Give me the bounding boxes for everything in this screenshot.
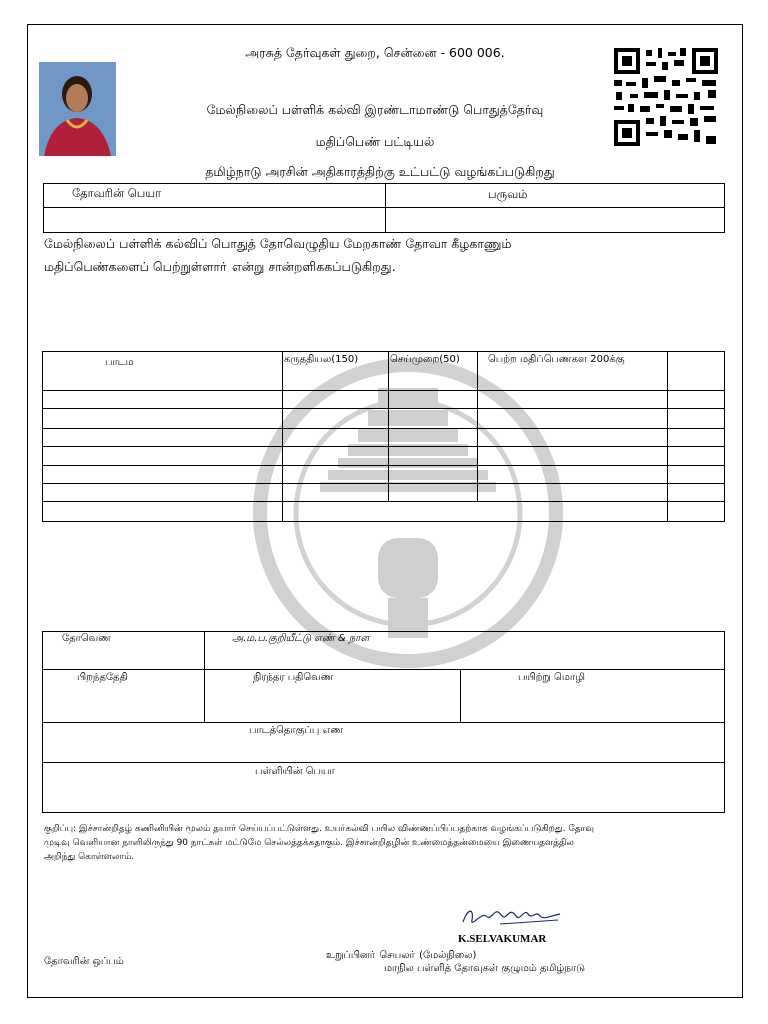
obtained-header: பெற்ற மதிப்பெணகள 200க்கு	[488, 354, 625, 365]
certification-line-1: மேல்நிலைப் பள்ளிக் கல்விப் பொதுத் தோவெழுதிய மேறகாண் தோவா கீழகாணும்	[44, 236, 512, 251]
signatory-name: K.SELVAKUMAR	[458, 933, 547, 945]
signatory-org: மாநில பள்ளித் தோவுகள் குழுமம் தமிழ்நாடு	[384, 963, 586, 974]
theory-header: கருததியல(150)	[284, 354, 359, 365]
note-line-2: முடிவு வெளியான நாளிலிருந்து 90 நாட்கள் மட்டுமே செல்லத்தக்கதாகும். இச்சான்றிதழின் உண்மைத்தன்மையை இணையதளத்தில	[44, 838, 574, 848]
marks-table	[42, 351, 725, 522]
signature-mark	[460, 902, 565, 930]
dob-label: பிறந்ததேதி	[77, 672, 128, 683]
medium-label: பயிற்று மொழி	[518, 672, 585, 683]
exam-title: மேல்நிலைப் பள்ளிக் கல்வி இரண்டாமாண்டு பொதுத்தேர்வு	[206, 102, 544, 117]
candidate-sign-label: தோவரின் ஒப்பம்	[44, 956, 124, 967]
school-name-label: பள்ளியின் பெயா	[255, 766, 335, 777]
practical-header: செய்முறை(50)	[390, 354, 460, 365]
register-no-label: தோவெண	[62, 633, 111, 644]
subject-header: பாடம	[105, 357, 134, 368]
note-line-1: குறிப்பு: இச்சான்றிதழ் கணினியின் மூலம் தயார் செய்யப்பட்டுள்ளது. உயர்கல்வி பயில விண்ணப்பிப்பதற்காக வழங்கப்படுகிறது. தோவு	[44, 824, 594, 834]
note-line-3: அறிந்து கொள்ளலாம்.	[44, 852, 135, 862]
group-code-label: பாடத்தொகுப்பு எண	[249, 725, 344, 736]
session-label: பருவம்	[488, 187, 528, 201]
authority-line: தமிழ்நாடு அரசின் அதிகாரத்திற்கு உட்பட்டு வழங்கப்படுகிறது	[205, 164, 555, 179]
document-title: மதிப்பெண் பட்டியல்	[315, 134, 435, 149]
qr-code	[612, 46, 720, 148]
department-line: அரசுத் தேர்வுகள் துறை, சென்னை - 600 006.	[245, 45, 505, 60]
signatory-role: உறுப்பினா் செயலா் (மேல்நிலை)	[326, 950, 477, 961]
certification-line-2: மதிப்பெண்களைப் பெற்றுள்ளாா் என்று சான்றளிககப்படுகிறது.	[44, 259, 396, 274]
tmr-code-label: அ.ம.ப.குறியீட்டு எண் & நாள	[232, 633, 370, 644]
candidate-name-label: தோவரின் பெயா	[72, 186, 162, 200]
emis-label: நிரந்தர பதிவெண	[253, 672, 334, 683]
candidate-photo	[39, 62, 116, 156]
